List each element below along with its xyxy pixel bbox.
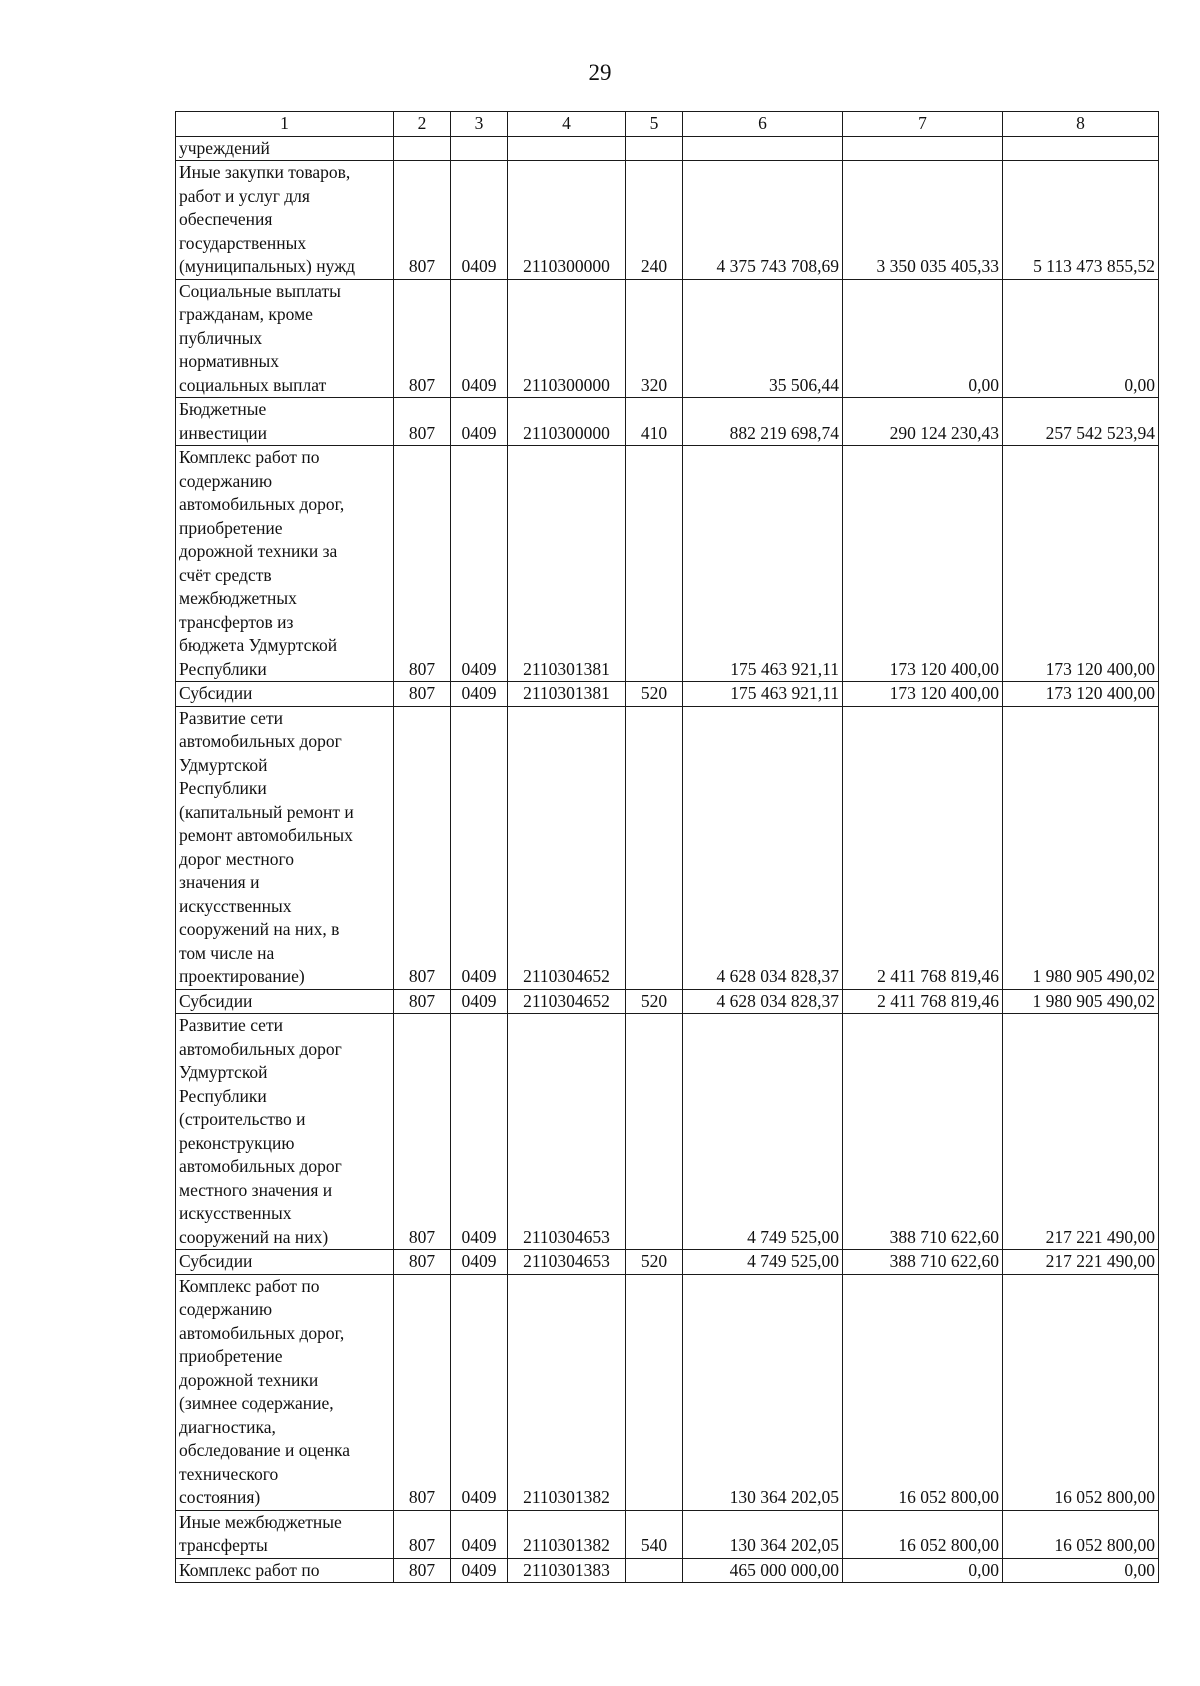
table-row bbox=[176, 279, 1159, 398]
column-header: 4 bbox=[508, 112, 626, 137]
amount-year-3: 1 980 905 490,02 bbox=[1003, 706, 1159, 989]
expense-type-code: 520 bbox=[626, 682, 683, 707]
amount-year-1: 35 506,44 bbox=[683, 279, 843, 398]
amount-year-2: 0,00 bbox=[843, 279, 1003, 398]
section-code: 0409 bbox=[451, 989, 508, 1014]
amount-year-2: 16 052 800,00 bbox=[843, 1274, 1003, 1510]
amount-year-1: 882 219 698,74 bbox=[683, 398, 843, 446]
amount-year-1: 4 375 743 708,69 bbox=[683, 161, 843, 280]
column-header: 2 bbox=[394, 112, 451, 137]
target-article-code: 2110301382 bbox=[508, 1510, 626, 1558]
target-article-code: 2110301381 bbox=[508, 682, 626, 707]
amount-year-2: 2 411 768 819,46 bbox=[843, 706, 1003, 989]
section-code: 0409 bbox=[451, 706, 508, 989]
table-row bbox=[176, 136, 1159, 161]
ministry-code: 807 bbox=[394, 161, 451, 280]
expense-type-code bbox=[626, 1558, 683, 1583]
target-article-code: 2110304653 bbox=[508, 1250, 626, 1275]
ministry-code: 807 bbox=[394, 706, 451, 989]
table-row bbox=[176, 1250, 1159, 1275]
table-row bbox=[176, 682, 1159, 707]
table-row bbox=[176, 1558, 1159, 1583]
expense-type-code: 320 bbox=[626, 279, 683, 398]
ministry-code: 807 bbox=[394, 1014, 451, 1250]
section-code: 0409 bbox=[451, 446, 508, 682]
expense-item-name: Субсидии bbox=[176, 989, 394, 1014]
section-code: 0409 bbox=[451, 1558, 508, 1583]
amount-year-3: 257 542 523,94 bbox=[1003, 398, 1159, 446]
column-header: 6 bbox=[683, 112, 843, 137]
section-code: 0409 bbox=[451, 161, 508, 280]
amount-year-3: 1 980 905 490,02 bbox=[1003, 989, 1159, 1014]
table-row bbox=[176, 1274, 1159, 1510]
amount-year-1 bbox=[683, 136, 843, 161]
section-code: 0409 bbox=[451, 1510, 508, 1558]
table-row bbox=[176, 446, 1159, 682]
expense-item-name: Субсидии bbox=[176, 682, 394, 707]
amount-year-3: 16 052 800,00 bbox=[1003, 1510, 1159, 1558]
amount-year-3: 173 120 400,00 bbox=[1003, 682, 1159, 707]
ministry-code: 807 bbox=[394, 279, 451, 398]
amount-year-3: 173 120 400,00 bbox=[1003, 446, 1159, 682]
ministry-code: 807 bbox=[394, 989, 451, 1014]
target-article-code: 2110300000 bbox=[508, 398, 626, 446]
section-code bbox=[451, 136, 508, 161]
amount-year-2: 173 120 400,00 bbox=[843, 446, 1003, 682]
expense-item-name: Комплекс работ по содержанию автомобильных дорог, приобретение дорожной техники за счёт средств межбюджетных трансфертов из бюджета Удмуртской Республики bbox=[176, 446, 394, 682]
amount-year-1: 4 628 034 828,37 bbox=[683, 989, 843, 1014]
amount-year-3: 217 221 490,00 bbox=[1003, 1014, 1159, 1250]
amount-year-3 bbox=[1003, 136, 1159, 161]
column-header: 8 bbox=[1003, 112, 1159, 137]
table-row bbox=[176, 161, 1159, 280]
target-article-code: 2110301381 bbox=[508, 446, 626, 682]
amount-year-2: 0,00 bbox=[843, 1558, 1003, 1583]
amount-year-1: 4 749 525,00 bbox=[683, 1014, 843, 1250]
amount-year-1: 465 000 000,00 bbox=[683, 1558, 843, 1583]
amount-year-3: 217 221 490,00 bbox=[1003, 1250, 1159, 1275]
amount-year-1: 4 749 525,00 bbox=[683, 1250, 843, 1275]
expense-type-code bbox=[626, 1014, 683, 1250]
expense-type-code bbox=[626, 136, 683, 161]
header-row bbox=[176, 112, 1159, 137]
page-number: 29 bbox=[588, 60, 612, 85]
ministry-code: 807 bbox=[394, 1250, 451, 1275]
target-article-code: 2110304653 bbox=[508, 1014, 626, 1250]
expense-item-name: Развитие сети автомобильных дорог Удмуртской Республики (капитальный ремонт и ремонт автомобильных дорог местного значения и искусственных сооружений на них, в том числе на проектирование) bbox=[176, 706, 394, 989]
target-article-code: 2110304652 bbox=[508, 706, 626, 989]
expense-type-code bbox=[626, 446, 683, 682]
table-row bbox=[176, 1510, 1159, 1558]
amount-year-3: 0,00 bbox=[1003, 1558, 1159, 1583]
expense-item-name: Социальные выплаты гражданам, кроме публичных нормативных социальных выплат bbox=[176, 279, 394, 398]
ministry-code: 807 bbox=[394, 446, 451, 682]
amount-year-3: 0,00 bbox=[1003, 279, 1159, 398]
section-code: 0409 bbox=[451, 398, 508, 446]
amount-year-2: 388 710 622,60 bbox=[843, 1014, 1003, 1250]
column-header: 3 bbox=[451, 112, 508, 137]
budget-table bbox=[175, 111, 1159, 1583]
amount-year-3: 16 052 800,00 bbox=[1003, 1274, 1159, 1510]
amount-year-1: 4 628 034 828,37 bbox=[683, 706, 843, 989]
table-row bbox=[176, 398, 1159, 446]
expense-type-code: 410 bbox=[626, 398, 683, 446]
expense-type-code: 240 bbox=[626, 161, 683, 280]
table-row bbox=[176, 1014, 1159, 1250]
section-code: 0409 bbox=[451, 1250, 508, 1275]
expense-item-name: Комплекс работ по bbox=[176, 1558, 394, 1583]
expense-item-name: Иные межбюджетные трансферты bbox=[176, 1510, 394, 1558]
expense-type-code bbox=[626, 1274, 683, 1510]
amount-year-2 bbox=[843, 136, 1003, 161]
amount-year-2: 3 350 035 405,33 bbox=[843, 161, 1003, 280]
ministry-code: 807 bbox=[394, 1274, 451, 1510]
amount-year-2: 388 710 622,60 bbox=[843, 1250, 1003, 1275]
ministry-code: 807 bbox=[394, 398, 451, 446]
target-article-code bbox=[508, 136, 626, 161]
amount-year-1: 130 364 202,05 bbox=[683, 1274, 843, 1510]
ministry-code: 807 bbox=[394, 682, 451, 707]
amount-year-2: 2 411 768 819,46 bbox=[843, 989, 1003, 1014]
amount-year-3: 5 113 473 855,52 bbox=[1003, 161, 1159, 280]
expense-type-code: 540 bbox=[626, 1510, 683, 1558]
expense-item-name: учреждений bbox=[176, 136, 394, 161]
expense-item-name: Иные закупки товаров, работ и услуг для обеспечения государственных (муниципальных) нужд bbox=[176, 161, 394, 280]
amount-year-2: 173 120 400,00 bbox=[843, 682, 1003, 707]
section-code: 0409 bbox=[451, 682, 508, 707]
expense-item-name: Субсидии bbox=[176, 1250, 394, 1275]
target-article-code: 2110301382 bbox=[508, 1274, 626, 1510]
target-article-code: 2110304652 bbox=[508, 989, 626, 1014]
column-header: 5 bbox=[626, 112, 683, 137]
expense-item-name: Бюджетные инвестиции bbox=[176, 398, 394, 446]
column-header: 1 bbox=[176, 112, 394, 137]
table-row bbox=[176, 989, 1159, 1014]
amount-year-1: 175 463 921,11 bbox=[683, 446, 843, 682]
amount-year-1: 175 463 921,11 bbox=[683, 682, 843, 707]
amount-year-2: 16 052 800,00 bbox=[843, 1510, 1003, 1558]
ministry-code: 807 bbox=[394, 1510, 451, 1558]
column-header: 7 bbox=[843, 112, 1003, 137]
section-code: 0409 bbox=[451, 1274, 508, 1510]
target-article-code: 2110300000 bbox=[508, 161, 626, 280]
expense-type-code: 520 bbox=[626, 1250, 683, 1275]
amount-year-1: 130 364 202,05 bbox=[683, 1510, 843, 1558]
target-article-code: 2110300000 bbox=[508, 279, 626, 398]
expense-item-name: Комплекс работ по содержанию автомобильных дорог, приобретение дорожной техники (зимнее содержание, диагностика, обследование и оценка технического состояния) bbox=[176, 1274, 394, 1510]
expense-item-name: Развитие сети автомобильных дорог Удмуртской Республики (строительство и реконструкцию автомобильных дорог местного значения и искусственных сооружений на них) bbox=[176, 1014, 394, 1250]
ministry-code bbox=[394, 136, 451, 161]
section-code: 0409 bbox=[451, 279, 508, 398]
expense-type-code: 520 bbox=[626, 989, 683, 1014]
target-article-code: 2110301383 bbox=[508, 1558, 626, 1583]
ministry-code: 807 bbox=[394, 1558, 451, 1583]
expense-type-code bbox=[626, 706, 683, 989]
amount-year-2: 290 124 230,43 bbox=[843, 398, 1003, 446]
section-code: 0409 bbox=[451, 1014, 508, 1250]
table-row bbox=[176, 706, 1159, 989]
